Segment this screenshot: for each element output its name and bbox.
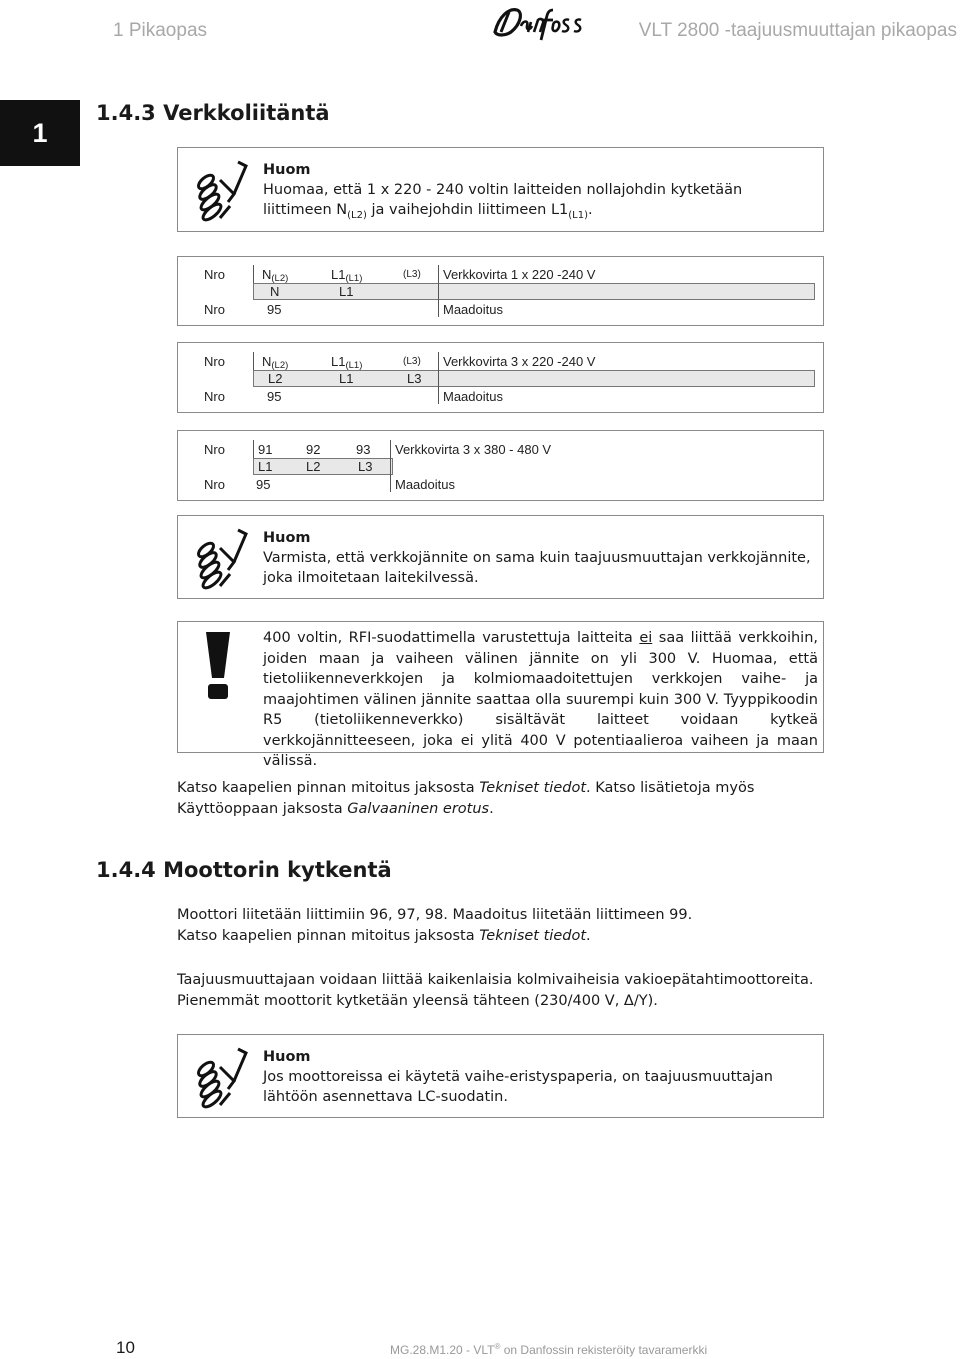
chapter-tab: 1 <box>0 100 80 166</box>
section-heading-motor: 1.4.4 Moottorin kytkentä <box>96 858 392 882</box>
link-technical-data: Tekniset tiedot <box>479 928 587 944</box>
note-box <box>177 147 824 232</box>
note-content: Huom Jos moottoreissa ei käytetä vaihe-eristyspaperia, on taajuusmuuttajan lähtöön asennettava LC-suodatin. <box>263 1047 813 1107</box>
hand-note-icon <box>190 526 250 590</box>
motor-terminals-paragraph: Moottori liitetään liittimiin 96, 97, 98. Maadoitus liitetään liittimeen 99. Katso kaapelien pinnan mitoitus jaksosta Tekniset tiedot. <box>177 907 693 944</box>
note-content: Huom Varmista, että verkkojännite on sama kuin taajuusmuuttajan verkkojännite, joka ilmoitetaan laitekilvessä. <box>263 528 813 588</box>
danfoss-logo <box>487 2 585 44</box>
terminal-table-3x220: Nro $N_{(L2)}$ $L1_{(L1)}$ (L3) Verkkovirta 3 x 220 -240 V L2 L1 L3 Nro 95 Maadoitus <box>177 342 824 413</box>
note-box <box>177 515 824 599</box>
cable-reference-paragraph: Katso kaapelien pinnan mitoitus jaksosta Tekniset tiedot. Katso lisätietoja myös Käyttöoppaan jaksosta Galvaaninen erotus. <box>177 780 755 817</box>
hand-note-icon <box>190 1045 250 1109</box>
header-document-title: VLT 2800 -taajuusmuuttajan pikaopas <box>638 20 957 41</box>
note-content: Huom Huomaa, että 1 x 220 - 240 voltin laitteiden nollajohdin kytketään liittimeen $N_{(L2)}$ ja vaihejohdin liittimeen $L1_{(L1)}$. <box>263 160 813 226</box>
note-title: Huom <box>263 530 311 546</box>
motor-types-paragraph: Taajuusmuuttajaan voidaan liittää kaikenlaisia kolmivaiheisia vakioepätahtimoottoreita. Pienemmät moottorit kytketään yleensä tähteen (230/400 V, Δ/Y). <box>177 972 814 1009</box>
exclamation-icon <box>200 630 236 700</box>
note-box <box>177 1034 824 1118</box>
terminal-table-3x380: Nro 91 92 93 Verkkovirta 3 x 380 - 480 V L1 L2 L3 Nro 95 Maadoitus <box>177 430 824 501</box>
note-title: Huom <box>263 1049 311 1065</box>
warning-box <box>177 621 824 769</box>
terminal-table-1x220: Nro $N_{(L2)}$ $L1_{(L1)}$ (L3) Verkkovirta 1 x 220 -240 V N L1 Nro 95 Maadoitus <box>177 256 824 326</box>
terminal-row <box>253 283 815 300</box>
hand-note-icon <box>190 158 250 222</box>
section-heading-mains: 1.4.3 Verkkoliitäntä <box>96 101 330 125</box>
link-technical-data: Tekniset tiedot <box>479 780 587 796</box>
page-number: 10 <box>116 1338 135 1357</box>
footer-document-code: MG.28.M1.20 - VLT® on Danfossin rekisteröity tavaramerkki <box>390 1342 708 1357</box>
warning-text: 400 voltin, RFI-suodattimella varustettuja laitteita ei saa liittää verkkoihin, joiden maan ja vaiheen välinen jännite on yli 300 V. Huomaa, että tietoliikenneverkkojen ja kolmiomaadoitettujen verkkojen vaihe- ja maajohtimen välinen jännite saattaa olla suurempi kuin 300 V. Tyyppikoodin R5 (tietoliikenneverkko) sisältävät laitteet voidaan kytkeä verkkojännitteeseen, joka ei ylitä 400 V potentiaalieroa vaiheen ja maan välissä. <box>263 630 818 769</box>
terminal-row <box>253 370 815 387</box>
note-title: Huom <box>263 162 311 178</box>
header-chapter: 1 Pikaopas <box>113 20 208 41</box>
link-galvanic-isolation: Galvaaninen erotus <box>347 801 490 817</box>
